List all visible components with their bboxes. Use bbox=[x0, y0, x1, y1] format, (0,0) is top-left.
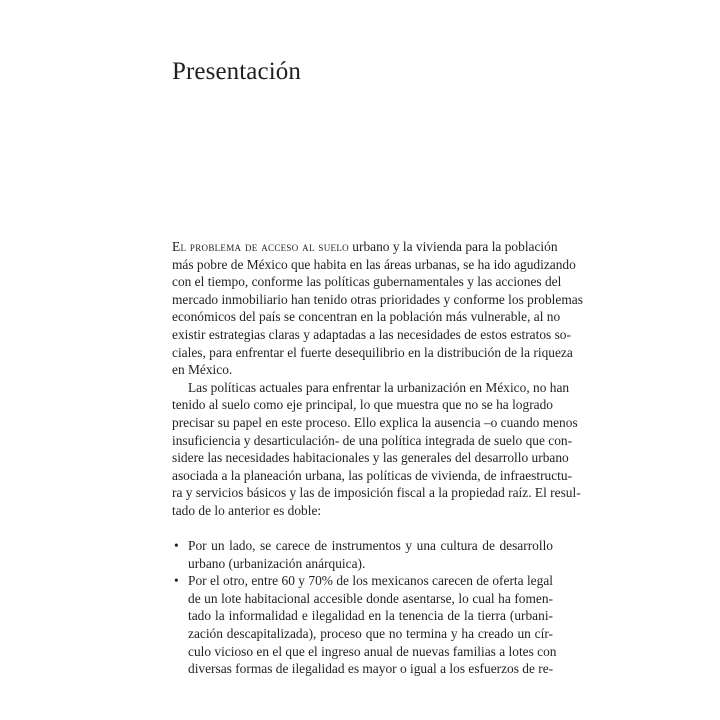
bullet-item bbox=[172, 572, 557, 678]
text-line: diversas formas de ilegalidad es mayor o igual a los esfuerzos de re- bbox=[188, 661, 554, 677]
text-line: Por el otro, entre 60 y 70% de los mexicanos carecen de oferta legal bbox=[188, 573, 553, 589]
text-line: económicos del país se concentran en la población más vulnerable, al no bbox=[172, 309, 561, 325]
text-line: urbano (urbanización anárquica). bbox=[188, 555, 366, 571]
bullet-list bbox=[172, 537, 557, 678]
bullet-icon: • bbox=[174, 573, 179, 589]
text-line: urbano y la vivienda para la población bbox=[348, 239, 558, 254]
text-line: más pobre de México que habita en las áreas urbanas, se ha ido agudizando bbox=[172, 256, 576, 272]
text-line: zación descapitalizada), proceso que no termina y ha creado un cír- bbox=[188, 626, 553, 642]
paragraph-2 bbox=[172, 379, 581, 520]
text-line: existir estrategias claras y adaptadas a las necesidades de estos estratos so- bbox=[172, 326, 571, 342]
text-line: insuficiencia y desarticulación- de una política integrada de suelo que con- bbox=[172, 432, 573, 448]
text-line: ra y servicios básicos y las de imposición fiscal a la propiedad raíz. El resul- bbox=[172, 485, 581, 501]
text-line: Por un lado, se carece de instrumentos y una cultura de desarrollo bbox=[188, 538, 553, 554]
text-line: en México. bbox=[172, 362, 233, 378]
paragraph-1 bbox=[172, 238, 583, 379]
text-line: precisar su papel en este proceso. Ello explica la ausencia –o cuando menos bbox=[172, 414, 578, 430]
text-line: de un lote habitacional accesible donde asentarse, lo cual ha fomen- bbox=[188, 590, 553, 606]
text-line: Las políticas actuales para enfrentar la urbanización en México, no han bbox=[188, 379, 570, 395]
text-line: tenido al suelo como eje principal, lo que muestra que no se ha logrado bbox=[172, 397, 553, 413]
text-line: tado la informalidad e ilegalidad en la tenencia de la tierra (urbani- bbox=[188, 608, 553, 624]
spacer bbox=[172, 520, 553, 538]
text-line: asociada a la planeación urbana, las políticas de vivienda, de infraestructu- bbox=[172, 467, 573, 483]
small-caps-lead: El problema de acceso al suelo bbox=[172, 239, 349, 254]
chapter-title: Presentación bbox=[172, 58, 301, 85]
text-line: tado de lo anterior es doble: bbox=[172, 502, 322, 518]
text-line: culo vicioso en el que el ingreso anual de nuevas familias a lotes con bbox=[188, 643, 557, 659]
text-line: mercado inmobiliario han tenido otras prioridades y conforme los problemas bbox=[172, 291, 583, 307]
body-text bbox=[172, 238, 583, 678]
text-line: ciales, para enfrentar el fuerte desequilibrio en la distribución de la riqueza bbox=[172, 344, 573, 360]
text-line: sidere las necesidades habitacionales y las generales del desarrollo urbano bbox=[172, 450, 569, 466]
text-line: con el tiempo, conforme las políticas gubernamentales y las acciones del bbox=[172, 274, 562, 290]
bullet-item bbox=[172, 537, 553, 572]
bullet-icon: • bbox=[174, 538, 179, 554]
